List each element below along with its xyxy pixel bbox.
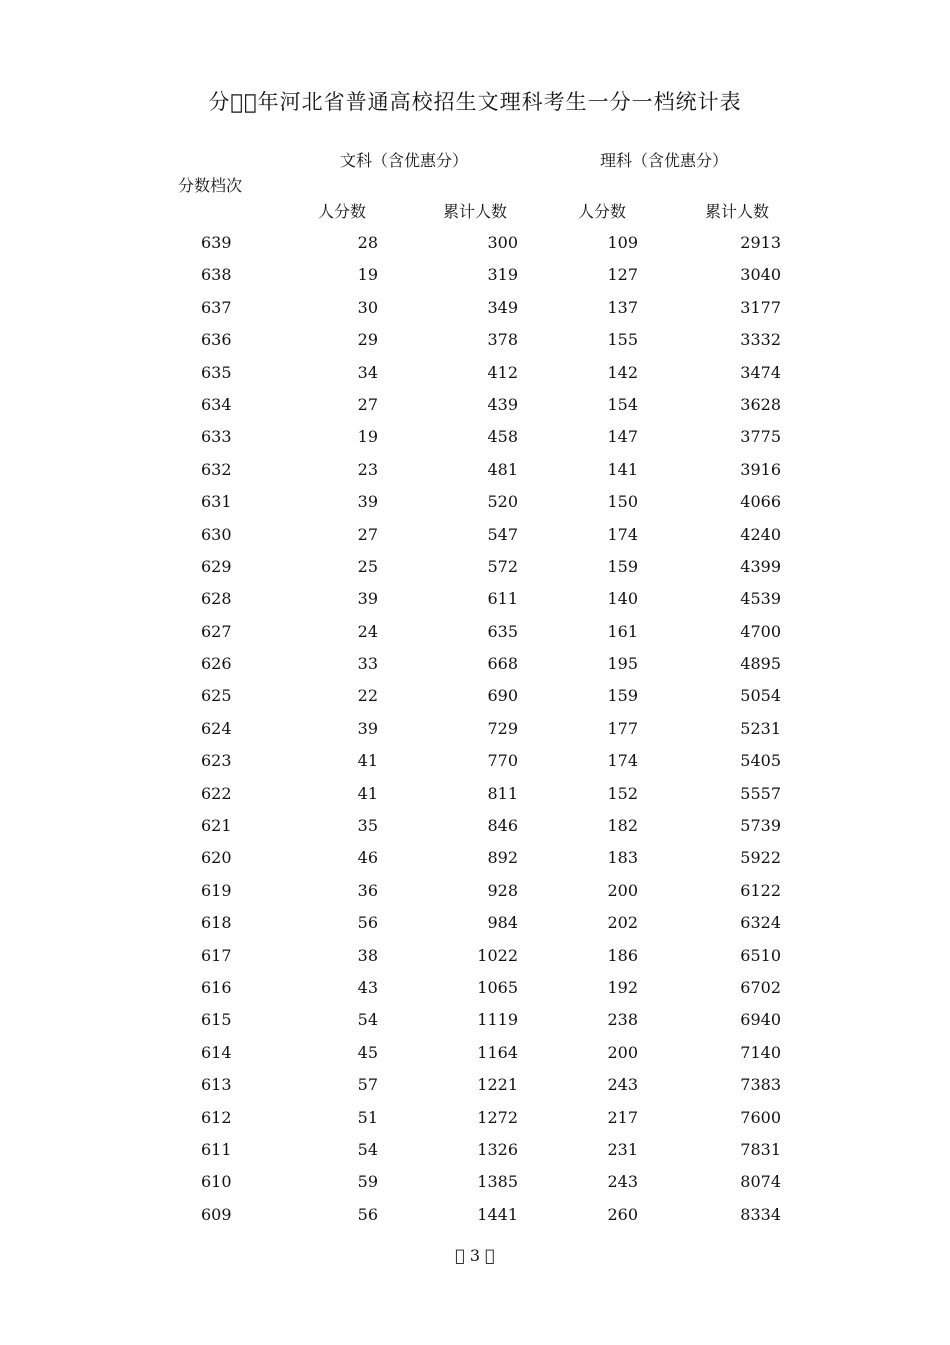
table-row: [0, 421, 950, 453]
score-cell: 629: [201, 556, 232, 576]
score-cell: 609: [201, 1204, 232, 1224]
score-cell: 634: [201, 394, 232, 414]
wen-cumulative-cell: 439: [487, 394, 518, 414]
table-row: [0, 389, 950, 421]
li-cumulative-cell: 7831: [740, 1139, 781, 1159]
li-count-cell: 152: [607, 783, 638, 803]
table-row: [0, 259, 950, 291]
wen-cumulative-cell: 1272: [477, 1107, 518, 1127]
table-row: [0, 486, 950, 518]
score-cell: 632: [201, 459, 232, 479]
score-cell: 636: [201, 330, 232, 350]
wen-cumulative-cell: 668: [487, 654, 518, 674]
li-cumulative-cell: 5739: [740, 816, 781, 836]
li-cumulative-cell: 7140: [740, 1042, 781, 1062]
wen-cumulative-cell: 1119: [477, 1010, 518, 1030]
wen-cumulative-cell: 984: [487, 913, 518, 933]
wen-cumulative-cell: 846: [487, 816, 518, 836]
li-count-cell: 154: [607, 394, 638, 414]
li-count-cell: 141: [607, 459, 638, 479]
li-cumulative-cell: 4895: [740, 654, 781, 674]
score-cell: 627: [201, 621, 232, 641]
table-row: [0, 745, 950, 777]
score-table-body: [0, 227, 950, 1231]
wen-count-cell: 56: [357, 1204, 378, 1224]
li-count-cell: 147: [607, 427, 638, 447]
score-cell: 628: [201, 589, 232, 609]
page-number:   3  : [455, 1246, 495, 1265]
wen-count-cell: 51: [357, 1107, 378, 1127]
wen-cumulative-cell: 611: [487, 589, 518, 609]
wen-cumulative-cell: 378: [487, 330, 518, 350]
wen-group-header: 文科（含优惠分）: [340, 151, 469, 170]
score-cell: 624: [201, 718, 232, 738]
wen-cumulative-cell: 1022: [477, 945, 518, 965]
score-cell: 626: [201, 654, 232, 674]
score-cell: 619: [201, 880, 232, 900]
score-cell: 625: [201, 686, 232, 706]
li-count-cell: 161: [607, 621, 638, 641]
wen-cumulative-cell: 1385: [477, 1172, 518, 1192]
li-count-cell: 217: [607, 1107, 638, 1127]
wen-cumulative-cell: 1065: [477, 977, 518, 997]
table-row: [0, 648, 950, 680]
score-cell: 617: [201, 945, 232, 965]
li-count-cell: 200: [607, 1042, 638, 1062]
wen-cumulative-cell: 770: [487, 751, 518, 771]
li-count-cell: 202: [607, 913, 638, 933]
score-cell: 622: [201, 783, 232, 803]
wen-count-cell: 39: [357, 589, 378, 609]
wen-cumulative-cell: 1164: [477, 1042, 518, 1062]
table-row: [0, 713, 950, 745]
wen-count-cell: 23: [357, 459, 378, 479]
score-column-header: 分数档次: [178, 176, 243, 195]
li-cumulative-cell: 3040: [740, 265, 781, 285]
wen-count-cell: 28: [357, 233, 378, 252]
li-count-cell: 174: [607, 524, 638, 544]
li-cumulative-cell: 6940: [740, 1010, 781, 1030]
li-cumulative-cell: 5557: [740, 783, 781, 803]
table-row: [0, 1037, 950, 1069]
table-row: [0, 324, 950, 356]
score-cell: 631: [201, 492, 232, 512]
li-cumulative-cell: 6122: [740, 880, 781, 900]
wen-count-cell: 35: [357, 816, 378, 836]
wen-count-cell: 38: [357, 945, 378, 965]
li-cumulative-cell: 8334: [740, 1204, 781, 1224]
score-cell: 615: [201, 1010, 232, 1030]
li-count-cell: 243: [607, 1075, 638, 1095]
wen-cumulative-cell: 1441: [477, 1204, 518, 1224]
table-row: [0, 1102, 950, 1134]
li-cumulative-cell: 6702: [740, 977, 781, 997]
li-count-cell: 195: [607, 654, 638, 674]
wen-count-cell: 24: [357, 621, 378, 641]
wen-count-cell: 43: [357, 977, 378, 997]
li-cumulative-cell: 5922: [740, 848, 781, 868]
wen-cumulative-cell: 520: [487, 492, 518, 512]
li-count-cell: 159: [607, 556, 638, 576]
li-cumulative-cell: 3177: [740, 297, 781, 317]
score-cell: 618: [201, 913, 232, 933]
page-title: 分  年河北省普通高校招生文理科考生一分一档统计表: [208, 90, 742, 114]
score-cell: 620: [201, 848, 232, 868]
score-cell: 612: [201, 1107, 232, 1127]
wen-cumulative-cell: 572: [487, 556, 518, 576]
li-cumulative-cell: 4066: [740, 492, 781, 512]
wen-count-cell: 29: [357, 330, 378, 350]
wen-count-cell: 54: [357, 1139, 378, 1159]
wen-cumulative-cell: 349: [487, 297, 518, 317]
wen-cumulative-header: 累计人数: [443, 202, 508, 221]
wen-count-cell: 34: [357, 362, 378, 382]
table-row: [0, 1166, 950, 1198]
table-row: [0, 1069, 950, 1101]
wen-count-cell: 30: [357, 297, 378, 317]
wen-cumulative-cell: 458: [487, 427, 518, 447]
wen-count-cell: 27: [357, 394, 378, 414]
li-count-cell: 243: [607, 1172, 638, 1192]
li-count-cell: 260: [607, 1204, 638, 1224]
li-cumulative-cell: 3916: [740, 459, 781, 479]
li-cumulative-cell: 8074: [740, 1172, 781, 1192]
li-cumulative-cell: 3332: [740, 330, 781, 350]
li-count-cell: 174: [607, 751, 638, 771]
wen-cumulative-cell: 412: [487, 362, 518, 382]
table-row: [0, 1199, 950, 1231]
wen-count-cell: 41: [357, 783, 378, 803]
wen-count-cell: 27: [357, 524, 378, 544]
li-cumulative-cell: 5231: [740, 718, 781, 738]
table-row: [0, 680, 950, 712]
table-row: [0, 907, 950, 939]
score-cell: 613: [201, 1075, 232, 1095]
li-count-cell: 159: [607, 686, 638, 706]
table-row: [0, 875, 950, 907]
wen-cumulative-cell: 1221: [477, 1075, 518, 1095]
li-cumulative-cell: 4539: [740, 589, 781, 609]
li-cumulative-cell: 7383: [740, 1075, 781, 1095]
li-count-cell: 238: [607, 1010, 638, 1030]
wen-cumulative-cell: 729: [487, 718, 518, 738]
li-cumulative-cell: 6324: [740, 913, 781, 933]
table-row: [0, 810, 950, 842]
li-count-cell: 192: [607, 977, 638, 997]
li-count-cell: 155: [607, 330, 638, 350]
wen-count-cell: 22: [357, 686, 378, 706]
wen-count-cell: 33: [357, 654, 378, 674]
wen-cumulative-cell: 547: [487, 524, 518, 544]
table-row: [0, 778, 950, 810]
score-cell: 616: [201, 977, 232, 997]
wen-count-header: 人分数: [318, 202, 367, 221]
score-cell: 637: [201, 297, 232, 317]
li-cumulative-cell: 5405: [740, 751, 781, 771]
table-row: [0, 1004, 950, 1036]
li-cumulative-cell: 5054: [740, 686, 781, 706]
li-cumulative-cell: 3775: [740, 427, 781, 447]
score-cell: 614: [201, 1042, 232, 1062]
li-cumulative-cell: 2913: [740, 233, 781, 252]
wen-count-cell: 36: [357, 880, 378, 900]
table-row: [0, 227, 950, 259]
li-cumulative-cell: 7600: [740, 1107, 781, 1127]
li-count-cell: 200: [607, 880, 638, 900]
li-count-cell: 140: [607, 589, 638, 609]
wen-count-cell: 54: [357, 1010, 378, 1030]
wen-count-cell: 46: [357, 848, 378, 868]
wen-cumulative-cell: 1326: [477, 1139, 518, 1159]
wen-count-cell: 39: [357, 492, 378, 512]
li-count-cell: 186: [607, 945, 638, 965]
score-cell: 611: [201, 1139, 232, 1159]
wen-count-cell: 56: [357, 913, 378, 933]
wen-cumulative-cell: 811: [487, 783, 518, 803]
wen-count-cell: 19: [357, 265, 378, 285]
wen-cumulative-cell: 892: [487, 848, 518, 868]
wen-count-cell: 59: [357, 1172, 378, 1192]
li-count-cell: 231: [607, 1139, 638, 1159]
li-cumulative-cell: 4399: [740, 556, 781, 576]
table-row: [0, 551, 950, 583]
table-row: [0, 454, 950, 486]
li-count-cell: 109: [607, 233, 638, 252]
score-cell: 633: [201, 427, 232, 447]
li-count-cell: 142: [607, 362, 638, 382]
table-row: [0, 519, 950, 551]
li-count-cell: 137: [607, 297, 638, 317]
wen-count-cell: 25: [357, 556, 378, 576]
li-count-cell: 177: [607, 718, 638, 738]
score-cell: 630: [201, 524, 232, 544]
table-row: [0, 842, 950, 874]
score-cell: 621: [201, 816, 232, 836]
wen-cumulative-cell: 928: [487, 880, 518, 900]
li-cumulative-cell: 6510: [740, 945, 781, 965]
wen-count-cell: 41: [357, 751, 378, 771]
table-row: [0, 292, 950, 324]
score-cell: 639: [201, 233, 232, 252]
li-count-cell: 182: [607, 816, 638, 836]
wen-cumulative-cell: 690: [487, 686, 518, 706]
table-row: [0, 357, 950, 389]
li-group-header: 理科（含优惠分）: [600, 151, 729, 170]
li-cumulative-cell: 4240: [740, 524, 781, 544]
wen-cumulative-cell: 300: [487, 233, 518, 252]
wen-count-cell: 57: [357, 1075, 378, 1095]
li-count-cell: 150: [607, 492, 638, 512]
score-cell: 623: [201, 751, 232, 771]
li-cumulative-cell: 3628: [740, 394, 781, 414]
li-cumulative-cell: 4700: [740, 621, 781, 641]
wen-cumulative-cell: 635: [487, 621, 518, 641]
score-cell: 638: [201, 265, 232, 285]
wen-count-cell: 19: [357, 427, 378, 447]
score-cell: 610: [201, 1172, 232, 1192]
table-row: [0, 583, 950, 615]
li-count-cell: 183: [607, 848, 638, 868]
li-cumulative-header: 累计人数: [705, 202, 770, 221]
wen-cumulative-cell: 481: [487, 459, 518, 479]
li-count-header: 人分数: [578, 202, 627, 221]
li-cumulative-cell: 3474: [740, 362, 781, 382]
wen-cumulative-cell: 319: [487, 265, 518, 285]
table-row: [0, 616, 950, 648]
wen-count-cell: 45: [357, 1042, 378, 1062]
li-count-cell: 127: [607, 265, 638, 285]
score-cell: 635: [201, 362, 232, 382]
wen-count-cell: 39: [357, 718, 378, 738]
table-row: [0, 1134, 950, 1166]
table-row: [0, 972, 950, 1004]
table-row: [0, 940, 950, 972]
